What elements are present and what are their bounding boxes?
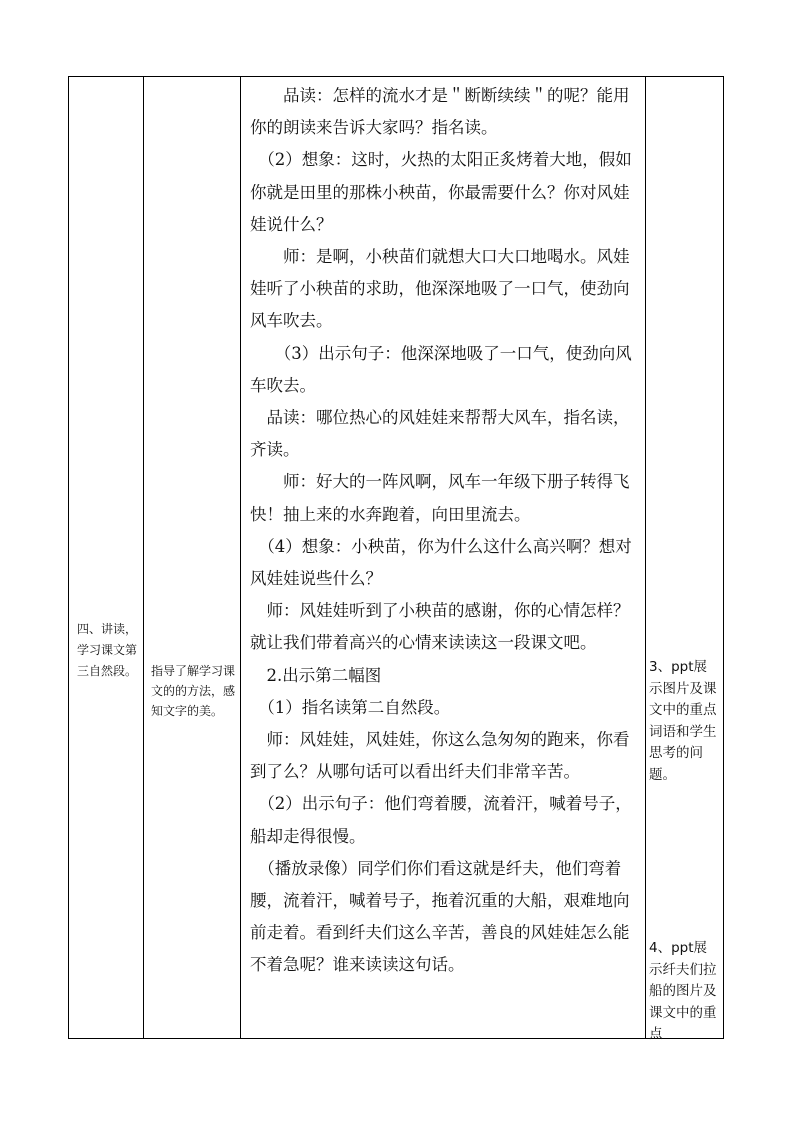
column-divider: [645, 77, 646, 1038]
paragraph: （播放录像）同学们你们看这就是纤夫，他们弯着腰，流着汗，喊着号子，拖着沉重的大船，艰难地向前走着。看到纤夫们这么辛苦，善良的风娃娃怎么能不着急呢？谁来读读这句话。: [250, 858, 630, 975]
paragraph: 师：是啊，小秧苗们就想大口大口地喝水。风娃娃听了小秧苗的求助，他深深地吸了一口气，使劲向风车吹去。: [250, 247, 630, 331]
teaching-content: [250, 80, 640, 982]
objective-cell: 指导了解学习课文的的方法，感知文字的美。: [151, 664, 236, 718]
column-divider: [240, 77, 241, 1038]
paragraph: 品读：哪位热心的风娃娃来帮帮大风车，指名读，齐读。: [250, 408, 630, 460]
paragraph: 品读：怎样的流水才是＂断断续续＂的呢？能用你的朗读来告诉大家吗？指名读。: [250, 86, 630, 138]
stage-cell: 四、讲读，学习课文第三自然段。: [77, 622, 138, 678]
paragraph: （2）出示句子：他们弯着腰，流着汗，喊着号子，船却走得很慢。: [250, 794, 632, 846]
paragraph: 师：好大的一阵风啊，风车一年级下册子转得飞快！抽上来的水奔跑着，向田里流去。: [250, 472, 630, 524]
paragraph: 师：风娃娃，风娃娃，你这么急匆匆的跑来，你看到了么？从哪句话可以看出纤夫们非常辛苦。: [250, 730, 630, 782]
lesson-table: [68, 76, 724, 1042]
paragraph: （4）想象：小秧苗，你为什么这什么高兴啊？想对风娃娃说些什么？: [250, 536, 632, 589]
column-divider: [143, 77, 144, 1038]
paragraph: （1）指名读第二自然段。: [250, 697, 451, 717]
paragraph: （2）想象：这时，火热的太阳正炙烤着大地，假如你就是田里的那株小秧苗，你最需要什么？你对风娃娃说什么？: [250, 150, 632, 234]
paragraph: 师：风娃娃听到了小秧苗的感谢，你的心情怎样？就让我们带着高兴的心情来读读这一段课文吧。: [250, 601, 630, 653]
paragraph: 2.出示第二幅图: [250, 665, 382, 685]
media-note: 4、ppt展示纤夫们拉船的图片及课文中的重点: [649, 940, 717, 1042]
paragraph: （3）出示句子：他深深地吸了一口气，使劲向风车吹去。: [250, 343, 632, 395]
media-note: 3、ppt展示图片及课文中的重点词语和学生思考的问题。: [649, 659, 717, 783]
